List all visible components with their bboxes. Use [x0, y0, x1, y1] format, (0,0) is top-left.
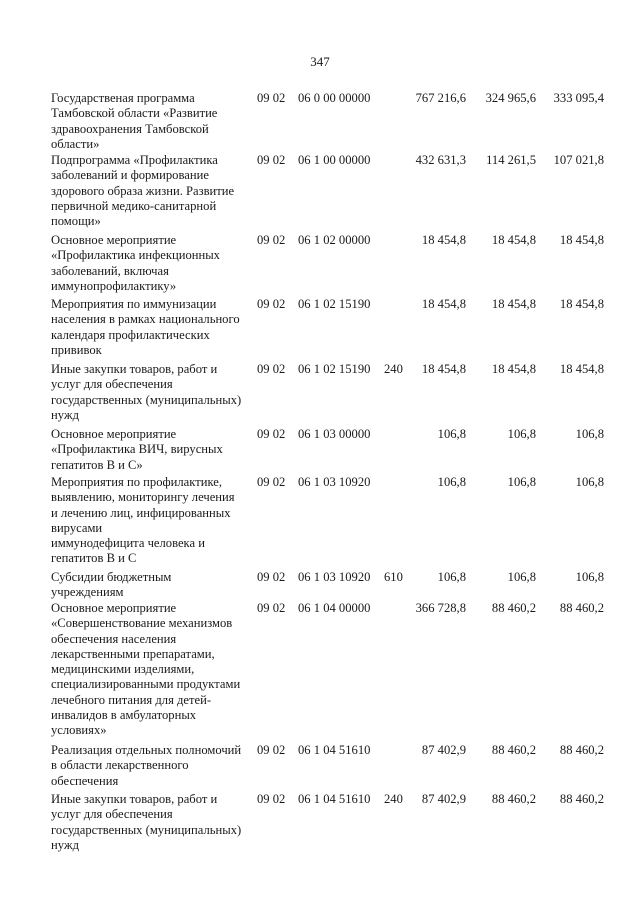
row-name-line: вирусами — [51, 520, 103, 535]
amount-year-1: 767 216,6 — [415, 91, 466, 105]
target-article-code: 06 1 03 10920 — [298, 475, 371, 489]
row-name-line: учреждениям — [51, 585, 124, 600]
row-name-line: «Профилактика инфекционных — [51, 248, 220, 263]
row-name-line: нужд — [51, 837, 79, 852]
amount-year-2: 88 460,2 — [491, 743, 536, 757]
row-name-line: услуг для обеспечения — [51, 377, 173, 392]
amount-year-3: 18 454,8 — [559, 362, 604, 376]
section-code: 09 02 — [257, 792, 286, 806]
row-name-line: специализированными продуктами — [51, 677, 241, 692]
target-article-code: 06 1 04 51610 — [298, 792, 371, 806]
section-code: 09 02 — [257, 233, 286, 247]
row-name-line: иммунодефицита человека и — [51, 536, 205, 551]
target-article-code: 06 1 02 00000 — [298, 233, 371, 247]
amount-year-3: 107 021,8 — [553, 153, 604, 167]
row-name-line: Мероприятия по иммунизации — [51, 297, 217, 311]
target-article-code: 06 1 03 00000 — [298, 427, 371, 441]
amount-year-1: 18 454,8 — [421, 362, 466, 376]
row-name-line: инвалидов в амбулаторных — [51, 708, 197, 723]
row-name-line: государственных (муниципальных) — [51, 822, 242, 837]
amount-year-3: 88 460,2 — [559, 792, 604, 806]
row-name-line: Мероприятия по профилактике, — [51, 475, 222, 489]
page-number: 347 — [310, 54, 330, 69]
row-name-line: заболеваний, включая — [51, 263, 169, 278]
row-name — [51, 362, 256, 423]
amount-year-1: 18 454,8 — [421, 297, 466, 311]
row-name-line: обеспечения — [51, 773, 119, 788]
amount-year-1: 106,8 — [437, 475, 466, 489]
target-article-code: 06 1 00 00000 — [298, 153, 371, 167]
row-name-line: в области лекарственного — [51, 758, 189, 773]
expense-type-code: 240 — [384, 792, 403, 806]
section-code: 09 02 — [257, 362, 286, 376]
amount-year-2: 114 261,5 — [486, 153, 536, 167]
row-name-line: населения в рамках национального — [51, 312, 240, 327]
amount-year-1: 87 402,9 — [421, 743, 466, 757]
row-name-line: обеспечения населения — [51, 631, 177, 646]
amount-year-2: 106,8 — [507, 427, 536, 441]
row-name-line: условиях» — [51, 723, 107, 738]
amount-year-3: 18 454,8 — [559, 233, 604, 247]
row-name-line: здравоохранения Тамбовской — [51, 121, 209, 136]
amount-year-1: 106,8 — [437, 570, 466, 584]
row-name-line: «Профилактика ВИЧ, вирусных — [51, 442, 223, 457]
target-article-code: 06 0 00 00000 — [298, 91, 371, 105]
row-name-line: медицинскими изделиями, — [51, 662, 195, 677]
amount-year-2: 88 460,2 — [491, 792, 536, 806]
section-code: 09 02 — [257, 570, 286, 584]
row-name-line: Подпрограмма «Профилактика — [51, 153, 218, 167]
row-name-line: «Совершенствование механизмов — [51, 616, 233, 631]
amount-year-3: 106,8 — [575, 475, 604, 489]
row-name-line: Основное мероприятие — [51, 233, 177, 247]
row-name-line: гепатитов В и С — [51, 551, 137, 566]
amount-year-2: 18 454,8 — [491, 233, 536, 247]
amount-year-2: 18 454,8 — [491, 297, 536, 311]
row-name — [51, 601, 256, 739]
row-name — [51, 153, 256, 229]
expense-type-code: 240 — [384, 362, 403, 376]
row-name-line: Основное мероприятие — [51, 601, 177, 615]
row-name-line: лечебного питания для детей- — [51, 692, 212, 707]
target-article-code: 06 1 03 10920 — [298, 570, 371, 584]
target-article-code: 06 1 02 15190 — [298, 297, 371, 311]
target-article-code: 06 1 02 15190 — [298, 362, 371, 376]
amount-year-1: 366 728,8 — [415, 601, 466, 615]
row-name-line: лекарственными препаратами, — [51, 646, 215, 661]
amount-year-3: 88 460,2 — [559, 743, 604, 757]
amount-year-3: 18 454,8 — [559, 297, 604, 311]
row-name-line: Иные закупки товаров, работ и — [51, 362, 218, 376]
amount-year-1: 18 454,8 — [421, 233, 466, 247]
section-code: 09 02 — [257, 601, 286, 615]
amount-year-2: 106,8 — [507, 570, 536, 584]
amount-year-1: 106,8 — [437, 427, 466, 441]
row-name-line: Реализация отдельных полномочий — [51, 743, 242, 757]
section-code: 09 02 — [257, 743, 286, 757]
row-name-line: Основное мероприятие — [51, 427, 177, 441]
row-name-line: Иные закупки товаров, работ и — [51, 792, 218, 806]
row-name-line: и лечению лиц, инфицированных — [51, 505, 231, 520]
amount-year-2: 88 460,2 — [491, 601, 536, 615]
amount-year-3: 106,8 — [575, 570, 604, 584]
row-name-line: помощи» — [51, 214, 101, 229]
row-name-line: заболеваний и формирование — [51, 168, 209, 183]
amount-year-3: 106,8 — [575, 427, 604, 441]
row-name — [51, 475, 256, 567]
row-name-line: выявлению, мониторингу лечения — [51, 490, 235, 505]
section-code: 09 02 — [257, 427, 286, 441]
section-code: 09 02 — [257, 153, 286, 167]
amount-year-3: 333 095,4 — [553, 91, 604, 105]
row-name — [51, 743, 256, 789]
row-name-line: прививок — [51, 342, 102, 357]
row-name-line: гепатитов В и С» — [51, 457, 143, 472]
row-name — [51, 570, 256, 601]
expense-type-code: 610 — [384, 570, 403, 584]
row-name-line: Государственая программа — [51, 91, 195, 105]
amount-year-1: 432 631,3 — [415, 153, 466, 167]
section-code: 09 02 — [257, 475, 286, 489]
amount-year-2: 106,8 — [507, 475, 536, 489]
section-code: 09 02 — [257, 297, 286, 311]
row-name-line: иммунопрофилактику» — [51, 278, 177, 293]
row-name — [51, 792, 256, 853]
target-article-code: 06 1 04 00000 — [298, 601, 371, 615]
target-article-code: 06 1 04 51610 — [298, 743, 371, 757]
row-name-line: области» — [51, 136, 100, 151]
section-code: 09 02 — [257, 91, 286, 105]
amount-year-1: 87 402,9 — [421, 792, 466, 806]
row-name — [51, 297, 256, 358]
row-name-line: здорового образа жизни. Развитие — [51, 183, 235, 198]
row-name — [51, 91, 256, 152]
row-name-line: Субсидии бюджетным — [51, 570, 172, 584]
row-name-line: календаря профилактических — [51, 327, 210, 342]
row-name-line: услуг для обеспечения — [51, 807, 173, 822]
amount-year-2: 18 454,8 — [491, 362, 536, 376]
amount-year-2: 324 965,6 — [485, 91, 536, 105]
row-name — [51, 427, 256, 473]
row-name — [51, 233, 256, 294]
row-name-line: нужд — [51, 407, 79, 422]
amount-year-3: 88 460,2 — [559, 601, 604, 615]
row-name-line: первичной медико-санитарной — [51, 198, 217, 213]
row-name-line: Тамбовской области «Развитие — [51, 106, 218, 121]
row-name-line: государственных (муниципальных) — [51, 392, 242, 407]
